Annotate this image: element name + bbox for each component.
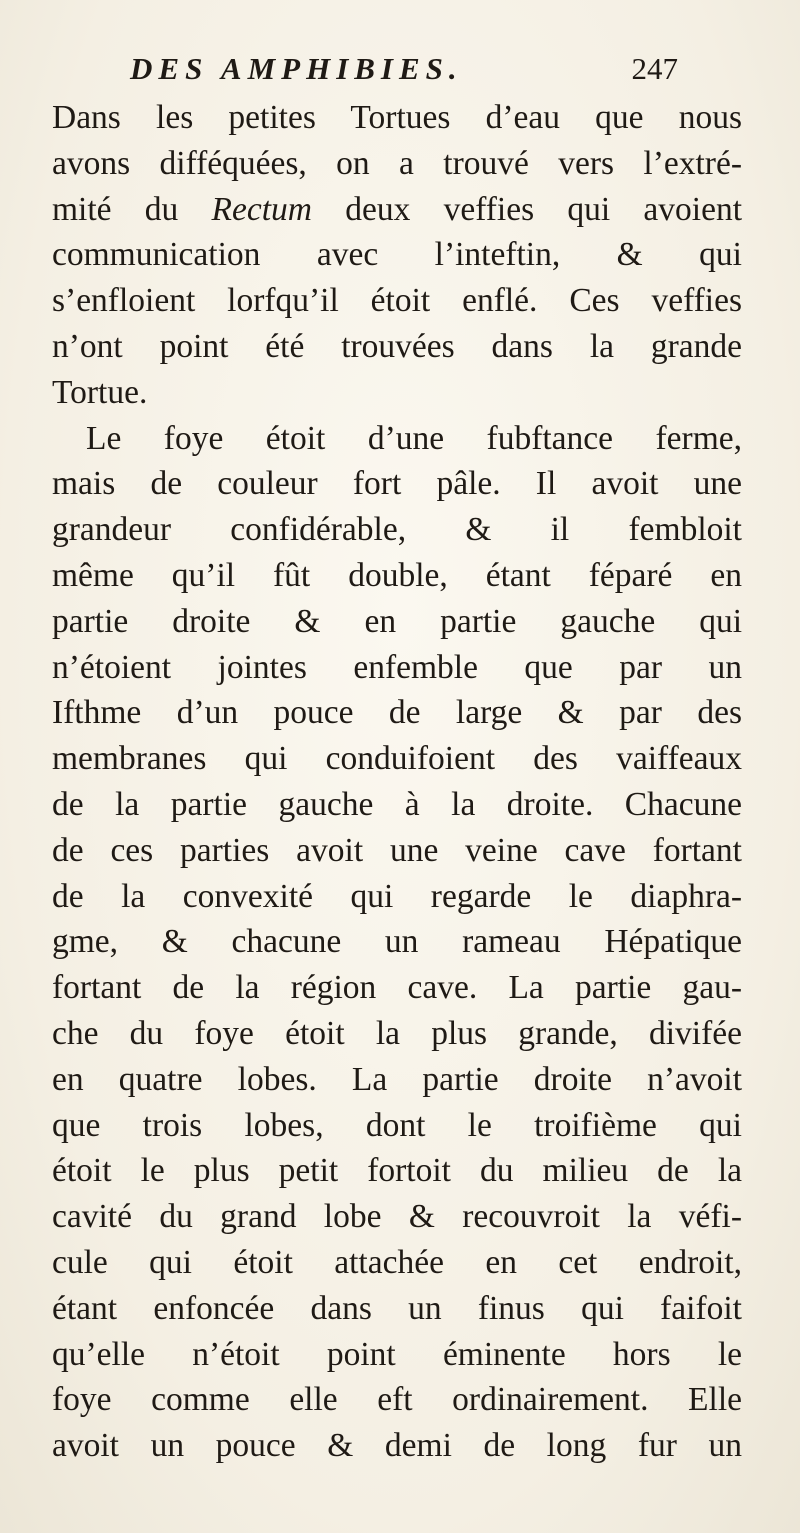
page-number: 247 [631, 51, 678, 86]
body-text [52, 95, 742, 1469]
text-line: s’enfloient lorfqu’il étoit enflé. Ces veffies [52, 282, 742, 320]
text-line: de la convexité qui regarde le diaphra- [52, 877, 742, 915]
text-line: étoit le plus petit fortoit du milieu de la [52, 1152, 742, 1190]
text-line: de ces parties avoit une veine cave fortant [52, 831, 742, 869]
text-line: fortant de la région cave. La partie gau- [52, 969, 742, 1007]
text-line: grandeur confidérable, & il fembloit [52, 511, 742, 549]
page-header [118, 44, 678, 94]
text-fragment: mité du [52, 190, 179, 228]
text-line: Ifthme d’un pouce de large & par des [52, 694, 742, 732]
text-line: n’ont point été trouvées dans la grande [52, 327, 742, 365]
text-line: n’étoient jointes enfemble que par un [52, 648, 742, 686]
text-line: partie droite & en partie gauche qui [52, 602, 742, 640]
text-line: cavité du grand lobe & recouvroit la véfi- [52, 1198, 742, 1236]
text-line: de la partie gauche à la droite. Chacune [52, 785, 742, 823]
text-line: cule qui étoit attachée en cet endroit, [52, 1243, 742, 1281]
text-line: communication avec l’inteftin, & qui [52, 236, 742, 274]
text-line: foye comme elle eft ordinairement. Elle [52, 1381, 742, 1419]
text-line: que trois lobes, dont le troifième qui [52, 1106, 742, 1144]
paragraph-start: Le foye étoit d’une fubftance ferme, [86, 419, 742, 457]
text-line: avoit un pouce & demi de long fur un [52, 1427, 742, 1465]
text-line: étant enfoncée dans un finus qui faifoit [52, 1289, 742, 1327]
text-line: Tortue. [52, 373, 148, 411]
text-line: membranes qui conduifoient des vaiffeaux [52, 740, 742, 778]
text-line-rectum [52, 187, 742, 233]
text-line: che du foye étoit la plus grande, divifée [52, 1014, 742, 1052]
text-line: mais de couleur fort pâle. Il avoit une [52, 465, 742, 503]
text-fragment: deux veffies qui avoient [345, 190, 743, 228]
text-line: avons difféquées, on a trouvé vers l’extré- [52, 144, 742, 182]
text-line: en quatre lobes. La partie droite n’avoit [52, 1060, 742, 1098]
text-line: même qu’il fût double, étant féparé en [52, 556, 742, 594]
text-line: qu’elle n’étoit point éminente hors le [52, 1335, 742, 1373]
text-line: gme, & chacune un rameau Hépatique [52, 923, 742, 961]
text-line: Dans les petites Tortues d’eau que nous [52, 99, 742, 136]
italic-term: Rectum [211, 190, 312, 228]
running-head: DES AMPHIBIES. [130, 51, 463, 86]
